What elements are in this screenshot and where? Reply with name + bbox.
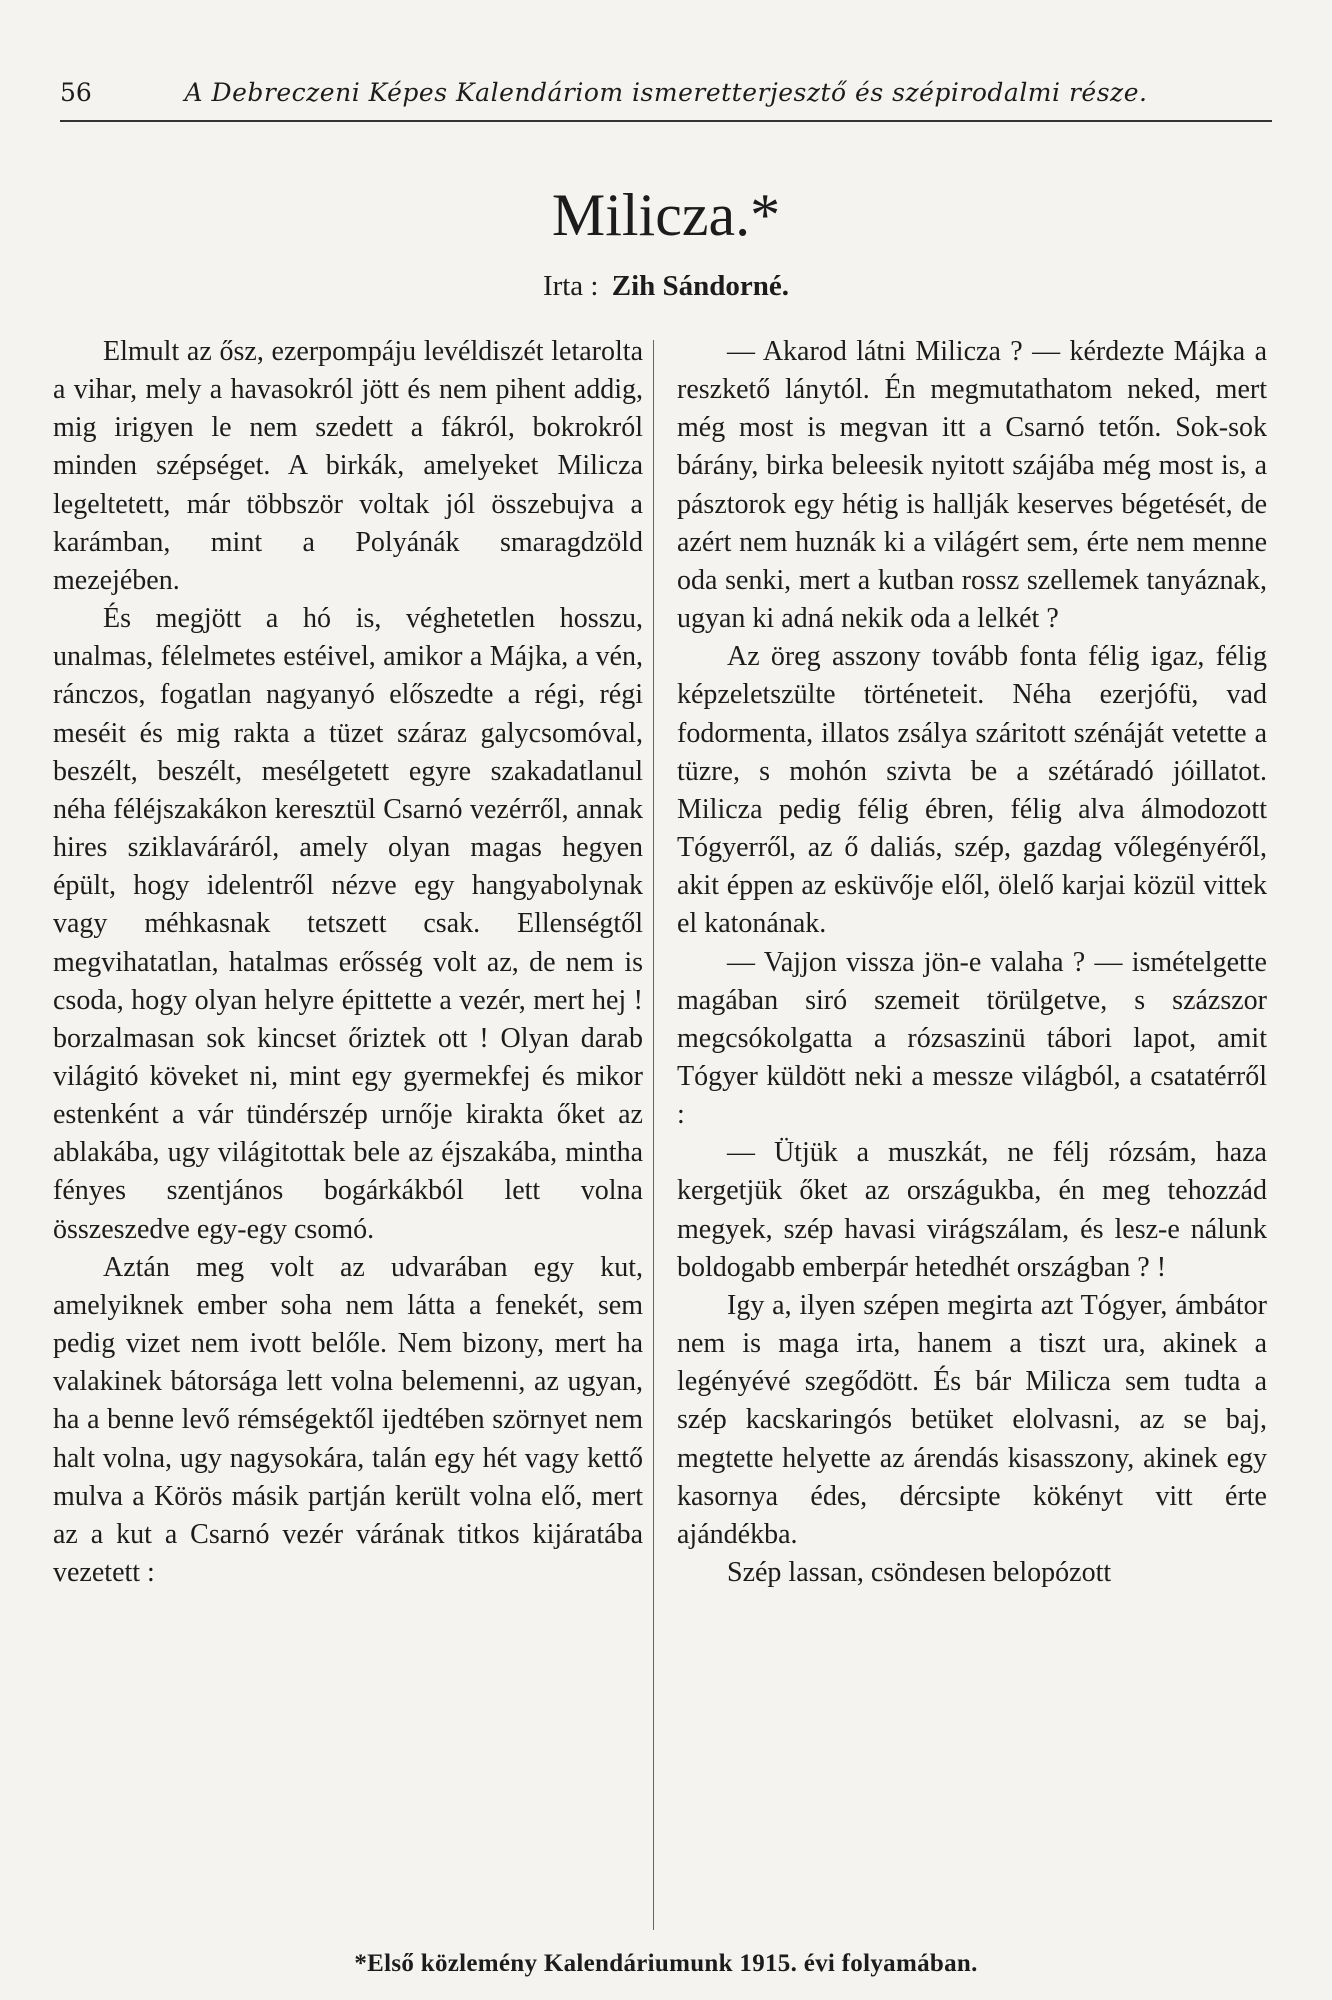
footnote: *Első közlemény Kalendáriumunk 1915. évi folyamában.: [354, 1950, 978, 1977]
paragraph: És megjött a hó is, véghetetlen hosszu, unalmas, félelmetes estéivel, amikor a Májka, a vén, ránczos, fogatlan nagyanyó előszedte a régi, régi meséit és mig rakta a tüzet száraz galycsomóval, beszélt, beszélt, mesélgetett egyre szakadatlanul néha féléjszakákon keresztül Csarnó vezérről, annak hires sziklaváráról, amely olyan magas hegyen épült, hogy idelentről nézve egy hangyabolynak vagy méhkasnak tetszett csak. Ellenségtől megvihatatlan, hatalmas erősség volt az, de nem is csoda, hogy olyan helyre épittette a vezér, mert hej ! borzalmasan sok kincset őriztek ott ! Olyan darab világitó köveket ni, mint egy gyermekfej és mikor estenként a vár tündérszép urnője kirakta őket az ablakába, ugy világitottak bele az éjszakába, mintha fényes szentjános bogárkákból lett volna összeszedve egy-egy csomó.: [53, 603, 643, 1245]
page-header: [60, 76, 1272, 110]
paragraph: Elmult az ősz, ezerpompáju levéldiszét letarolta a vihar, mely a havasokról jött és nem pihent addig, mig irigyen le nem szedett a fákról, bokrokról minden szépséget. A birkák, amelyeket Milicza legeltetett, már többször voltak jól összebujva a karámban, mint a Polyánák smaragdzöld mezejében.: [53, 336, 643, 596]
paragraph: Aztán meg volt az udvarában egy kut, amelyiknek ember soha nem látta a fenekét, sem pedig vizet nem ivott belőle. Nem bizony, mert ha valakinek bátorsága lett volna belemenni, az ugyan, ha a benne levő rémségektől ijedtében szörnyet nem halt volna, ugy nagysokára, talán egy hét vagy kettő mulva a Körös másik partján került volna elő, mert az a kut a Csarnó vezér várának titkos kijáratába vezetett :: [53, 1251, 643, 1588]
paragraph: — Akarod látni Milicza ? — kérdezte Májka a reszkető lánytól. Én megmutathatom neked, mert még most is megvan itt a Csarnó tetőn. Sok-sok bárány, birka beleesik nyitott szájába még most is, a pásztorok egy hétig is hallják keserves bégetését, de azért nem huznák ki a világért sem, érte nem menne oda senki, mert a kutban rossz szellemek tanyáznak, ugyan ki adná nekik oda a lelkét ?: [677, 336, 1267, 635]
author-name: Zih Sándorné.: [611, 270, 790, 302]
paragraph: — Vajjon vissza jön-e valaha ? — ismételgette magában siró szemeit törülgetve, s százszor megcsókolgatta a rózsaszinü tábori lapot, amit Tógyer küldött neki a messze világból, a csatatérről :: [677, 946, 1267, 1131]
running-title: A Debreczeni Képes Kalendáriom ismeretterjesztő és szépirodalmi része.: [184, 78, 1148, 107]
left-column: [53, 333, 643, 1592]
page-number: 56: [60, 78, 92, 107]
byline: [0, 268, 1332, 304]
paragraph: Szép lassan, csöndesen belopózott: [727, 1557, 1112, 1588]
paragraph: Igy a, ilyen szépen megirta azt Tógyer, ámbátor nem is maga irta, hanem a tiszt ura, akinek a legényévé szegődött. És bár Milicza sem tudta a szép kacskaringós betüket elolvasni, az se baj, megtette helyette az árendás kisasszony, akinek egy kasornya édes, dércsipte kökényt vitt érte ajándékba.: [677, 1289, 1267, 1550]
paragraph: Az öreg asszony tovább fonta félig igaz, félig képzeletszülte történeteit. Néha ezerjófü, vad fodormenta, illatos zsálya száritott szénáját vetette a tüzre, s mohón szivta be a szétáradó jóillatot. Milicza pedig félig ébren, félig alva álmodozott Tógyerről, az ő daliás, szép, gazdag vőlegényéről, akit éppen az esküvője elől, ölelő karjai közül vittek el katonának.: [677, 641, 1267, 940]
header-rule: [60, 120, 1272, 122]
paragraph: — Ütjük a muszkát, ne félj rózsám, haza kergetjük őket az országukba, én meg tehozzád megyek, szép havasi virágszálam, és lesz-e nálunk boldogabb emberpár hetedhét országban ? !: [677, 1137, 1267, 1283]
article-title: Milicza.*: [551, 182, 781, 248]
byline-prefix: Irta :: [542, 270, 599, 302]
right-column: [677, 333, 1267, 1592]
column-divider: [653, 340, 654, 1930]
